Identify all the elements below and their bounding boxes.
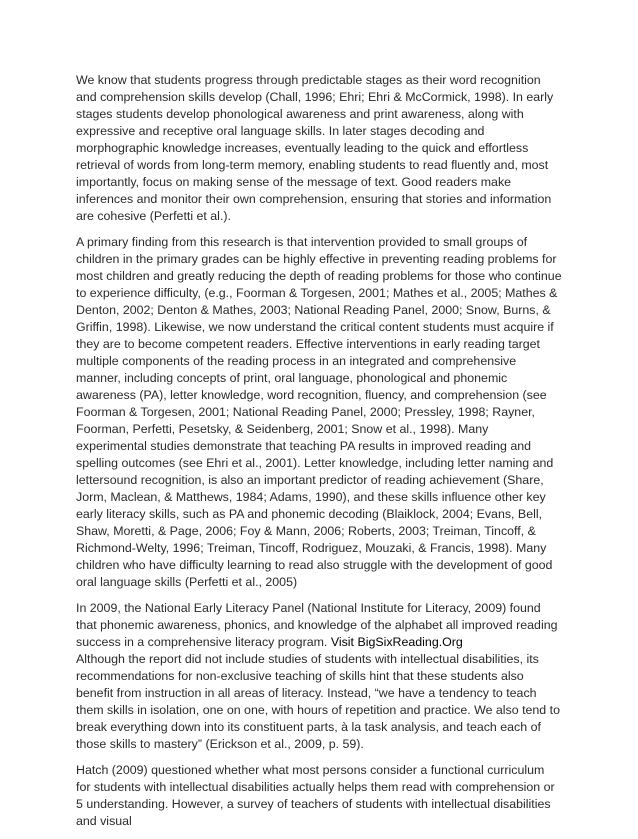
paragraph-reading-stages: We know that students progress through predictable stages as their word recognition and comprehension skills develop (Chall, 1996; Ehri; Ehri & McCormick, 1998). In early stages students develop phonological awareness and print awareness, along with expressive and receptive oral language skills. In later stages decoding and morphographic knowledge increases, eventually leading to the quick and effortless retrieval of words from long-term memory, enabling students to read fluently and, most importantly, focus on making sense of the message of text. Good readers make inferences and monitor their own comprehension, ensuring that stories and information are cohesive (Perfetti et al.). [76, 73, 554, 223]
paragraph-intervention-findings: A primary finding from this research is that intervention provided to small groups of children in the primary grades can be highly effective in preventing reading problems for most children and greatly reducing the depth of reading problems for those who continue to experience difficulty, (e.g., Foorman & Torgesen, 2001; Mathes et al., 2005; Mathes & Denton, 2002; Denton & Mathes, 2003; National Reading Panel, 2000; Snow, Burns, & Griffin, 1998). Likewise, we now understand the critical content students must acquire if they are to become competent readers. Effective interventions in early reading target multiple components of the reading process in an integrated and comprehensive manner, including concepts of print, oral language, phonological and phonemic awareness (PA), letter knowledge, word recognition, fluency, and comprehension (see Foorman & Torgesen, 2001; National Reading Panel, 2000; Pressley, 1998; Rayner, Foorman, Perfetti, Pesetsky, & Seidenberg, 2001; Snow et al., 1998). Many experimental studies demonstrate that teaching PA results in improved reading and spelling outcomes (see Ehri et al., 2001). Letter knowledge, including letter naming and lettersound recognition, is also an important predictor of reading achievement (Share, Jorm, Maclean, & Matthews, 1984; Adams, 1990), and these skills influence other key early literacy skills, such as PA and phonemic decoding (Blaiklock, 2004; Evans, Bell, Shaw, Moretti, & Page, 2006; Foy & Mann, 2006; Roberts, 2003; Treiman, Tincoff, & Richmond-Welty, 1996; Treiman, Tincoff, Rodriguez, Mouzaki, & Francis, 1998). Many children who have difficulty learning to read also struggle with the development of good oral language skills (Perfetti et al., 2005) [76, 235, 562, 589]
paragraph-intellectual-disabilities: Although the report did not include studies of students with intellectual disabilities, its recommendations for non-exclusive teaching of skills hint that these students also benefit from instruction in all areas of literacy. Instead, “we have a tendency to teach them skills in isolation, one on one, with hours of repetition and practice. We also tend to break everything down into its constituent parts, à la task analysis, and teach each of those skills to mastery” (Erickson et al., 2009, p. 59). [76, 652, 560, 751]
nelp-text: In 2009, the National Early Literacy Panel (National Institute for Literacy, 2009) found that phonemic awareness, phonics, and knowledge of the alphabet all improved reading success in a comprehensive literacy program. [76, 601, 558, 649]
document-page [76, 72, 562, 839]
paragraph-hatch-2009: Hatch (2009) questioned whether what most persons consider a functional curriculum for students with intellectual disabilities actually helps them read with comprehension or 5 understanding. However, a survey of teachers of students with intellectual disabilities and visual [76, 763, 555, 828]
bigsixreading-link[interactable]: Visit BigSixReading.Org [330, 635, 463, 649]
paragraph-nelp-2009 [76, 600, 562, 651]
